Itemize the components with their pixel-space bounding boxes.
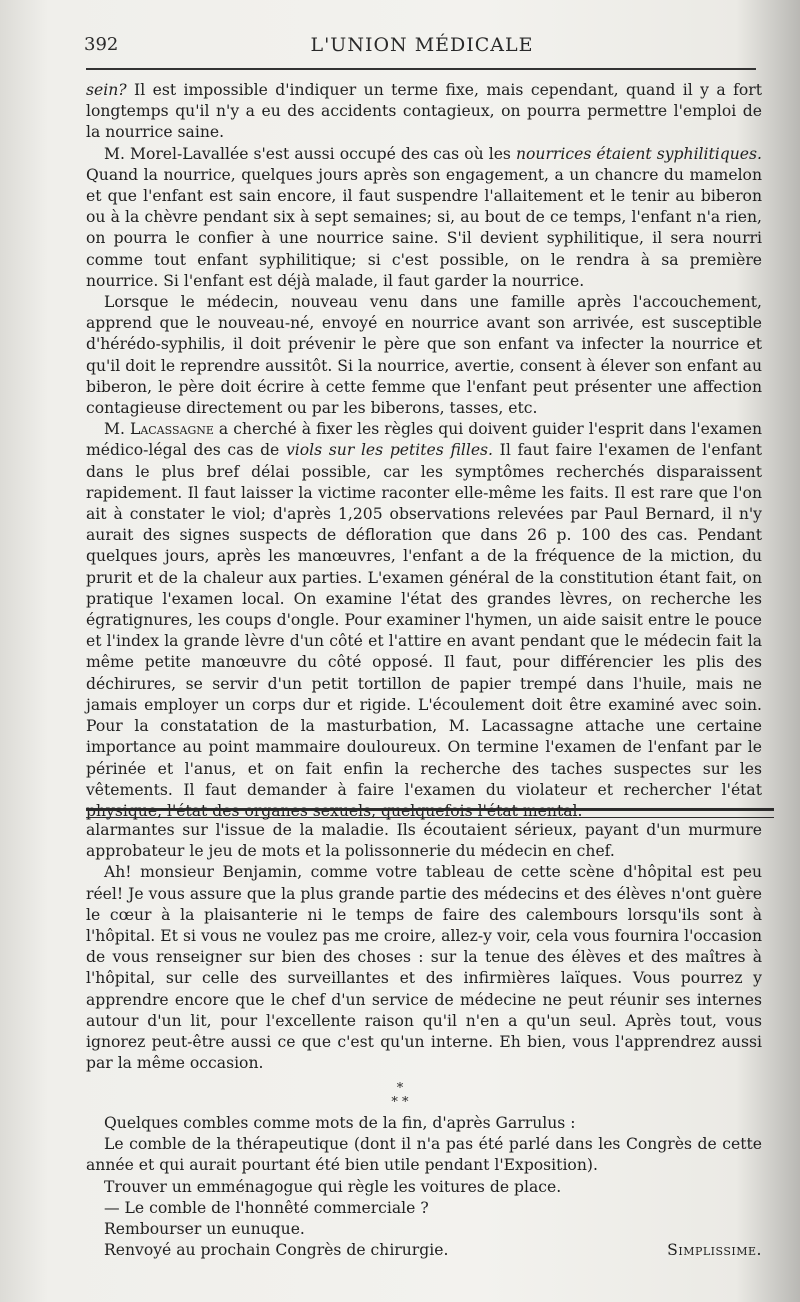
combles-intro: Quelques combles comme mots de la fin, d'après Garrulus : xyxy=(104,1114,576,1132)
paragraph-physician-advice: Lorsque le médecin, nouveau venu dans une famille après l'accouchement, apprend que le nouveau-né, envoyé en nourrice avant son arrivée, est susceptible d'hérédo-syphilis, il doit prévenir le père que son enfant va infecter la nourrice et qu'il doit le reprendre aussitôt. Si la nourrice, avertie, consent à élever son enfant au biberon, le père doit écrire à cette femme que l'enfant peut présenter une affection contagieuse directement ou par les biberons, tasses, etc. xyxy=(86,293,762,418)
running-title: L'UNION MÉDICALE xyxy=(310,34,534,56)
feuilleton-section xyxy=(86,820,762,1074)
section-divider xyxy=(86,808,774,818)
combles-section xyxy=(86,1113,762,1261)
comble-question-2: — Le comble de l'honnêté commerciale ? xyxy=(104,1198,429,1217)
closing-line xyxy=(86,1240,762,1261)
header-rule xyxy=(86,68,756,70)
paragraph-lacassagne xyxy=(86,419,762,822)
paragraph-text: a cherché à fixer les règles qui doivent guider l'esprit dans l'examen médico-légal des cas de xyxy=(86,420,762,460)
paragraph-alarmantes: alarmantes sur l'issue de la maladie. Ils écoutaient sérieux, payant d'un murmure approbateur le jeu de mots et la polissonnerie du médecin en chef. xyxy=(86,821,762,861)
paragraph-benjamin: Ah! monsieur Benjamin, comme votre tableau de cette scène d'hôpital est peu réel! Je vous assure que la plus grande partie des médecins et des élèves n'ont guère le cœur à la plaisanterie ni le temps de faire des calembours lorsqu'ils sont à l'hôpital. Et si vous ne voulez pas me croire, allez-y voir, cela vous fournira l'occasion de vous renseigner sur bien des choses : sur la tenue des élèves et des maîtres à l'hôpital, sur celle des surveillantes et des infirmières laïques. Vous pourrez y apprendre encore que le chef d'un service de médecine ne peut réunir ses internes autour d'un lit, pour l'excellente raison qu'il n'en a qu'un seul. Après tout, vous ignorez peut-être aussi ce que c'est qu'un interne. Eh bien, vous l'apprendrez aussi par la même occasion. xyxy=(86,863,762,1073)
page-header xyxy=(84,34,760,60)
paragraph-text: Quand la nourrice, quelques jours après son engagement, a un chancre du mamelon et que l'enfant est sain encore, il faut suspendre l'allaitement et le tenir au biberon ou à la chèvre pendant six à sept semaines; si, au bout de ce temps, l'enfant n'a rien, on pourra le confier à une nourrice saine. S'il devient syphilitique, il sera nourri comme tout enfant syphilitique; si c'est possible, on le rendra à sa première nourrice. Si l'enfant est déjà malade, il faut garder la nourrice. xyxy=(86,165,762,290)
star-top: * xyxy=(396,1081,404,1096)
comble-therapeutique: Le comble de la thérapeutique (dont il n'a pas été parlé dans les Congrès de cette année et qui aurait pourtant été bien utile pendant l'Exposition). xyxy=(86,1135,762,1175)
comble-answer-1: Trouver un emménagogue qui règle les voitures de place. xyxy=(104,1177,562,1196)
paragraph-nurse-term xyxy=(86,80,762,144)
paragraph-text: Il est impossible d'indiquer un terme fixe, mais cependant, quand il y a fort longtemps qu'il n'y a eu des accidents contagieux, on pourra permettre l'emploi de la nourrice saine. xyxy=(86,81,762,142)
paragraph-text: M. Morel-Lavallée s'est aussi occupé des cas où les xyxy=(104,144,516,163)
star-bottom: * * xyxy=(391,1095,409,1110)
italic-sein: sein? xyxy=(86,81,127,99)
closing-text: Renvoyé au prochain Congrès de chirurgie. xyxy=(104,1241,449,1260)
paragraph-text: Il faut faire l'examen de l'enfant dans le plus bref délai possible, car les symptômes recherchés disparaissent rapidement. Il faut laisser la victime raconter elle-même les faits. Il est rare que l'on ait à constater le viol; d'après 1,205 observations relevées par Paul Bernard, il n'y aurait des signes suspects de défloration que dans 26 p. 100 des cas. Pendant quelques jours, après les manœuvres, l'enfant a de la fréquence de la miction, du prurit et de la chaleur aux parties. L'examen général de la constitution étant fait, on pratique l'examen local. On examine l'état des grandes lèvres, on recherche les égratignures, les coups d'ongle. Pour examiner l'hymen, un aide saisit entre le pouce et l'index la grande lèvre d'un côté et l'attire en avant pendant que le médecin fait la même petite manœuvre du côté opposé. Il faut, pour différencier les plis des déchirures, se servir d'un petit tortillon de papier trempé dans l'huile, mais ne jamais employer un corps dur et rigide. L'écoulement doit être examiné avec soin. Pour la constatation de la masturbation, M. Lacassagne attache une certaine importance au point mammaire douloureux. On termine l'examen de l'enfant par le périnée et l'anus, et on fait enfin la recherche des taches suspectes sur les vêtements. Il faut demander à faire l'examen du violateur et rechercher l'état physique, l'état des organes sexuels, quelquefois l'état mental. xyxy=(86,441,763,820)
italic-phrase: viols sur les petites filles. xyxy=(285,441,494,460)
article-section-1 xyxy=(86,80,762,822)
italic-phrase: nourrices étaient syphilitiques. xyxy=(515,144,762,163)
comble-answer-2: Rembourser un eunuque. xyxy=(104,1220,305,1239)
page-number: 392 xyxy=(84,34,119,55)
signature: Simplissime. xyxy=(667,1241,762,1260)
author-name: M. Lacassagne xyxy=(104,420,214,439)
paragraph-morel-lavallee xyxy=(86,144,762,292)
asterism-separator xyxy=(0,1082,800,1110)
